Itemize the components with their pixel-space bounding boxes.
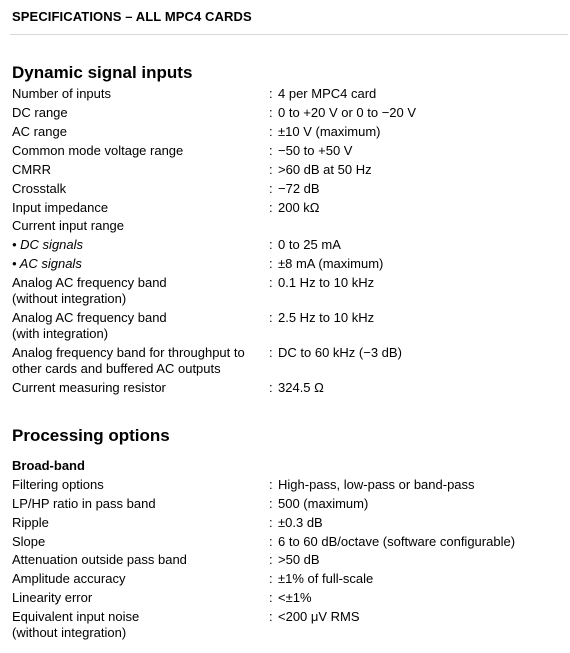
spec-value: : ±1% of full-scale — [269, 571, 374, 586]
spec-label: Analog AC frequency band (without integration) — [12, 275, 167, 306]
spec-label: Input impedance — [12, 200, 109, 215]
section-title-processing-options: Processing options — [12, 426, 170, 445]
spec-value: : 4 per MPC4 card — [269, 86, 377, 101]
spec-label: • AC signals — [12, 256, 82, 271]
spec-label: Amplitude accuracy — [12, 571, 126, 586]
spec-value: : 0 to +20 V or 0 to −20 V — [269, 105, 417, 120]
spec-label: DC range — [12, 105, 68, 120]
spec-label: • DC signals — [12, 237, 84, 252]
spec-value: : High-pass, low-pass or band-pass — [269, 477, 475, 492]
spec-label: Slope — [12, 534, 46, 549]
spec-label: Analog frequency band for throughput to other cards and buffered AC outputs — [12, 345, 245, 376]
spec-value: : 6 to 60 dB/octave (software configurable) — [269, 534, 516, 549]
spec-label: LP/HP ratio in pass band — [12, 496, 156, 511]
subsection-title-broad-band: Broad-band — [12, 458, 85, 473]
spec-value: : 0 to 25 mA — [269, 237, 341, 252]
spec-label: CMRR — [12, 162, 51, 177]
header-divider — [10, 34, 568, 35]
spec-value: : <200 μV RMS — [269, 609, 360, 624]
spec-label: Equivalent input noise (without integration) — [12, 609, 140, 640]
spec-label: Analog AC frequency band (with integration) — [12, 310, 167, 341]
spec-value: : 2.5 Hz to 10 kHz — [269, 310, 375, 325]
spec-value: : >60 dB at 50 Hz — [269, 162, 372, 177]
spec-value: : 0.1 Hz to 10 kHz — [269, 275, 375, 290]
spec-label: Common mode voltage range — [12, 143, 184, 158]
page-header: SPECIFICATIONS – ALL MPC4 CARDS — [12, 9, 252, 24]
spec-value: : ±10 V (maximum) — [269, 124, 381, 139]
spec-label: Current measuring resistor — [12, 380, 166, 395]
spec-label: Ripple — [12, 515, 49, 530]
spec-label: Crosstalk — [12, 181, 67, 196]
spec-value: : >50 dB — [269, 552, 320, 567]
spec-value: : 324.5 Ω — [269, 380, 324, 395]
spec-label: Filtering options — [12, 477, 104, 492]
spec-label: AC range — [12, 124, 67, 139]
section-title-dynamic-signal-inputs: Dynamic signal inputs — [12, 63, 193, 82]
spec-value: : 500 (maximum) — [269, 496, 369, 511]
spec-label: Attenuation outside pass band — [12, 552, 187, 567]
spec-value: : 200 kΩ — [269, 200, 320, 215]
spec-value: : ±0.3 dB — [269, 515, 323, 530]
spec-value: : DC to 60 kHz (−3 dB) — [269, 345, 402, 360]
spec-label: Current input range — [12, 218, 125, 233]
spec-label: Number of inputs — [12, 86, 111, 101]
spec-value: : <±1% — [269, 590, 312, 605]
spec-value: : ±8 mA (maximum) — [269, 256, 384, 271]
spec-label: Linearity error — [12, 590, 93, 605]
spec-value: : −72 dB — [269, 181, 320, 196]
spec-value: : −50 to +50 V — [269, 143, 353, 158]
